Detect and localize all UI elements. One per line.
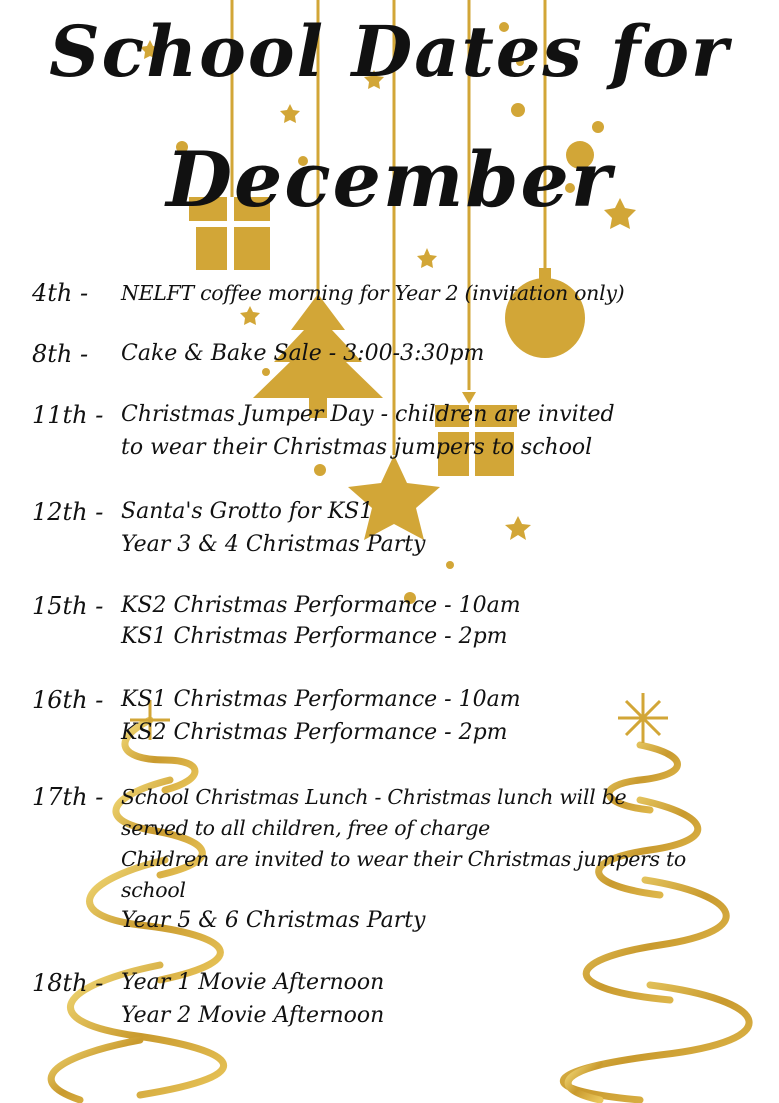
- event-line: Year 5 & 6 Christmas Party: [121, 908, 426, 933]
- event-line: KS1 Christmas Performance - 10am: [121, 687, 521, 712]
- page-subtitle: December: [166, 135, 613, 224]
- event-date: 11th -: [32, 401, 104, 429]
- event-line: KS1 Christmas Performance - 2pm: [121, 624, 508, 649]
- event-line: Year 2 Movie Afternoon: [121, 1003, 385, 1028]
- event-date: 17th -: [32, 783, 104, 811]
- event-line: Children are invited to wear their Christmas jumpers to: [121, 847, 686, 871]
- event-line: Cake & Bake Sale - 3:00-3:30pm: [121, 341, 485, 366]
- event-line: Year 3 & 4 Christmas Party: [121, 532, 426, 557]
- event-line: to wear their Christmas jumpers to school: [121, 435, 593, 460]
- event-line: Santa's Grotto for KS1: [121, 499, 374, 524]
- event-line: Year 1 Movie Afternoon: [121, 970, 385, 995]
- event-line: KS2 Christmas Performance - 2pm: [121, 720, 508, 745]
- event-line: served to all children, free of charge: [121, 816, 491, 840]
- sparkle-icon: [618, 693, 668, 743]
- event-date: 12th -: [32, 498, 104, 526]
- event-date: 4th -: [32, 279, 89, 307]
- event-line: NELFT coffee morning for Year 2 (invitation only): [121, 281, 625, 305]
- event-line: Christmas Jumper Day - children are invited: [121, 402, 615, 427]
- event-line: School Christmas Lunch - Christmas lunch will be: [121, 785, 627, 809]
- event-line: KS2 Christmas Performance - 10am: [121, 593, 521, 618]
- event-date: 15th -: [32, 592, 104, 620]
- page-title: School Dates for: [49, 10, 730, 93]
- event-date: 18th -: [32, 969, 104, 997]
- event-line: school: [121, 878, 186, 902]
- event-date: 16th -: [32, 686, 104, 714]
- event-date: 8th -: [32, 340, 89, 368]
